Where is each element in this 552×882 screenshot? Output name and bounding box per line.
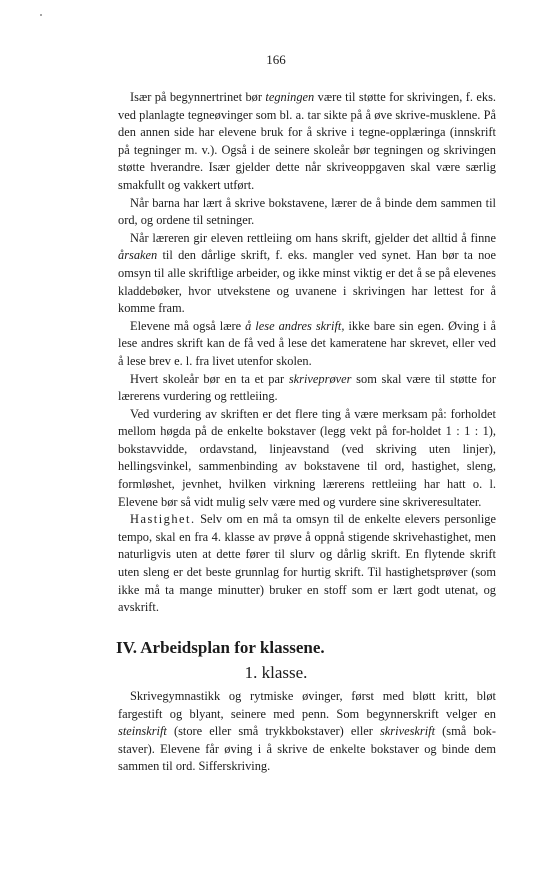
paragraph [118, 406, 496, 512]
paragraph [118, 318, 496, 371]
text-run: ikke bare sin egen. Øving i å lese andres skrift kan de få ved å lese det kameratene har skrevet, eller ved å lese brev e. l. fra livet utenfor skolen. [118, 318, 496, 368]
paragraph [118, 89, 496, 195]
text-run: Elevene må også lære [130, 318, 246, 333]
spaced-heading-text: Hastighet. [130, 512, 196, 527]
paragraph [118, 688, 496, 776]
emphasis-text: årsaken [118, 248, 158, 263]
text-run: (små bok-staver). Elevene får øving i å skrive de enkelte bokstaver og binde dem sammen til ord. Sifferskriving. [118, 724, 496, 774]
body-text [118, 89, 496, 617]
paragraph [118, 195, 496, 230]
speck-mark [40, 14, 42, 16]
text-run: Hvert skoleår bør en ta et par [130, 371, 289, 386]
text-run: til den dårlige skrift, f. eks. mangler ved synet. Han bør ta noe omsyn til alle skriftlige arbeider, og ikke minst viktig er det å se på elevenes kladdebøker, hvor utvekstene og uvanene i skrivingen har lettest for å komme fram. [118, 248, 496, 316]
emphasis-text: å lese andres skrift, [245, 318, 345, 333]
class-body-text [118, 688, 496, 776]
text-run: Skrivegymnastikk og rytmiske øvinger, først med bløtt kritt, bløt fargestift og blyant, seinere med penn. Som begynnerskrift velger en [118, 689, 496, 721]
text-run: Især på begynnertrinet bør [130, 90, 266, 104]
class-heading: 1. klasse. [244, 663, 308, 682]
text-run: Når barna har lært å skrive bokstavene, lærer de å binde dem sammen til ord, og ordene til setninger. [118, 195, 496, 228]
section-heading: IV. Arbeidsplan for klassene. [116, 638, 325, 657]
paragraph [118, 511, 496, 617]
emphasis-text: tegningen [265, 90, 315, 104]
text-run: Når læreren gir eleven rettleiing om hans skrift, gjelder det alltid å finne [130, 230, 496, 245]
text-run: (store eller små trykkbokstaver) eller [166, 724, 380, 739]
text-run: Selv om en må ta omsyn til de enkelte elevers personlige tempo, skal en fra 4. klasse av prøve å oppnå stigende skrivehastighet, men naturligvis uten at dette fører til slurv og dårlig skrift. En flytende skrift uten sleng er det beste grunnlag for hurtig skrift. Til hastighetsprøver (som ikke må ta mange minutter) bruker en stoff som er lært godt utenat, og avskrift. [118, 512, 496, 615]
emphasis-text: skriveprøver [288, 371, 352, 386]
text-run: som skal være til støtte for lærerens vurdering og rettleiing. [118, 371, 497, 404]
paragraph [118, 371, 496, 406]
paragraph [118, 230, 496, 318]
emphasis-text: steinskrift [118, 724, 167, 739]
emphasis-text: skriveskrift [379, 724, 436, 739]
page-number: 166 [266, 52, 286, 67]
text-run: være til støtte for skrivingen, f. eks. ved planlagte tegneøvinger som bl. a. tar sikte på å øve skrive-musklene. På den annen side har elevene bruk for å skrive i tegne-opplæringa (innskrift på tegninger m. v.). Også i de seinere skoleår bør tegningen og skrivingen støtte hverandre. Især gjelder dette når skriveoppgaven skal være særlig smakfullt og vakkert utført. [118, 90, 496, 192]
text-run: Ved vurdering av skriften er det flere ting å være merksam på: forholdet mellom høgda på de enkelte bokstaver (legg vekt på for-holdet 1 : 1 : 1), bokstavvidde, ordavstand, linjeavstand (ved skriving uten linjer), hellingsvinkel, sammenbinding av bokstavene til ord, hastighet, sleng, formløshet, jevnhet, hvilken virkning lærerens rettleiing har hatt o. l. Elevene bør så vidt mulig selv være med og vurdere sine skriveresultater. [118, 406, 496, 509]
